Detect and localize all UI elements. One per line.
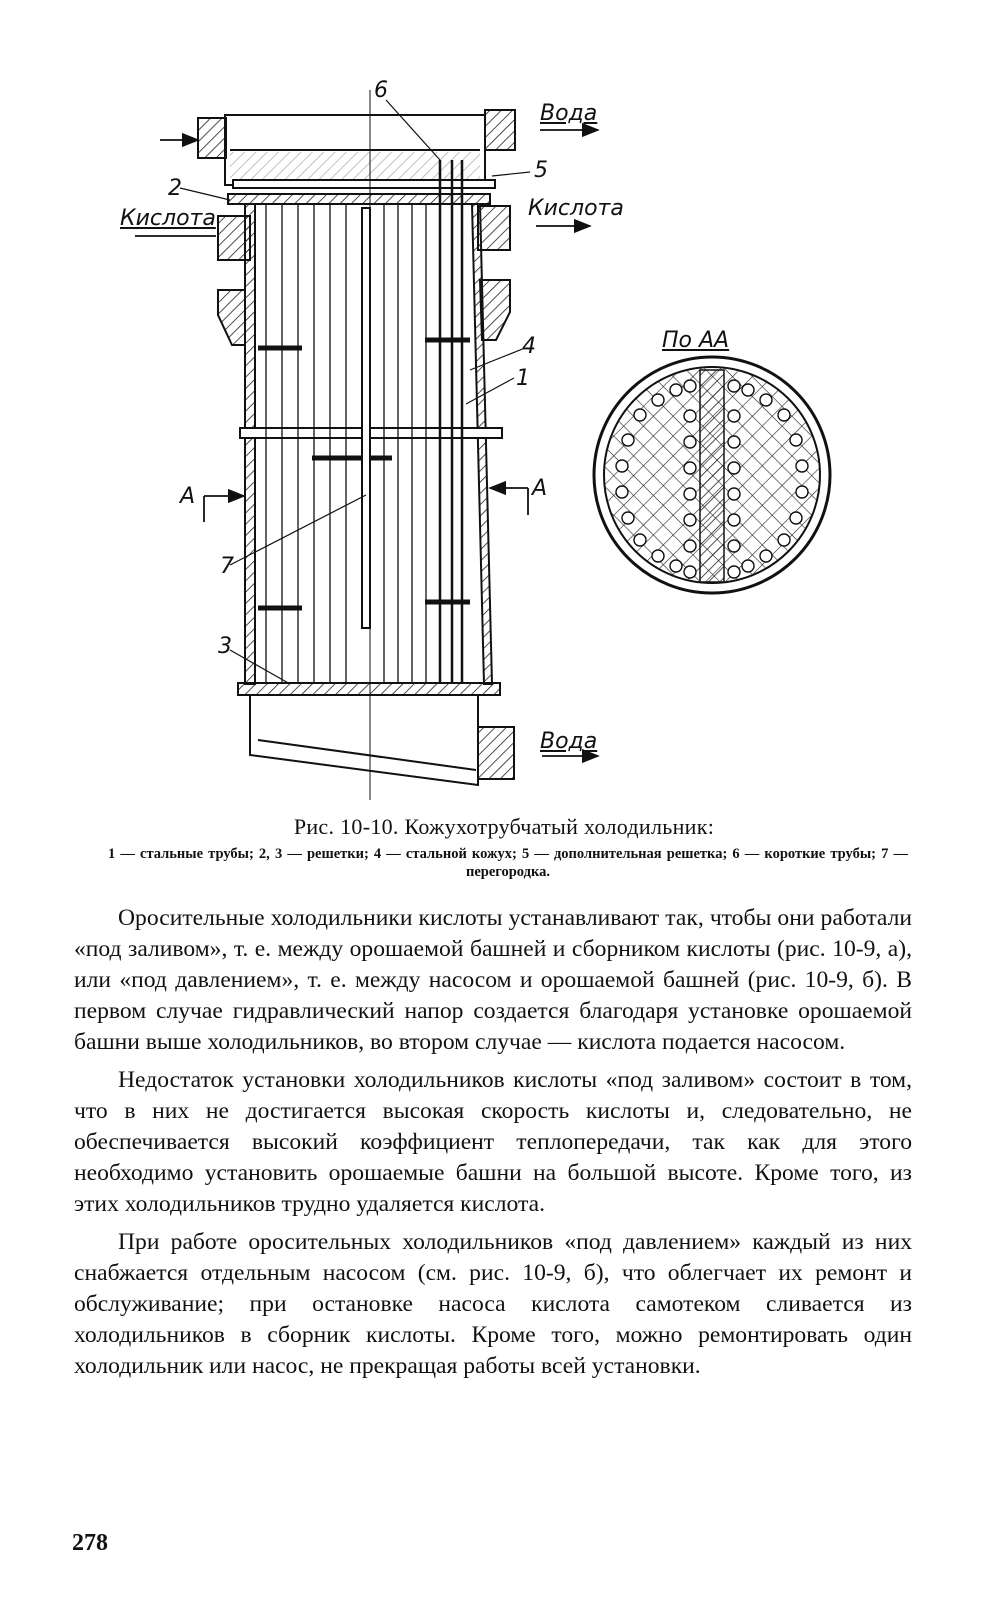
paragraph: Оросительные холодильники кислоты устанавливают так, чтобы они работали «под заливом», т. е. между орошаемой башней и сборником кислоты (рис. 10-9, а), или «под давлением», т. е. между насосом и орошаемой башней (рис. 10-9, б). В первом случае гидравлический напор создается благодаря установке орошаемой башни выше холодильников, во втором случае — кислота подается насосом. — [74, 905, 912, 1055]
label-section-right: А — [532, 476, 548, 501]
label-water-in: Вода — [540, 101, 598, 126]
label-water-out: Вода — [540, 729, 598, 754]
paragraph: Недостаток установки холодильников кислоты «под заливом» состоит в том, что в них не достигается высокая скорость кислоты и, следовательно, не обеспечивается высокий коэффициент теплопередачи, так как для этого необходимо установить орошаемые башни на большой высоте. Кроме того, из этих холодильников трудно удаляется кислота. — [74, 1067, 912, 1217]
exchanger-body — [198, 90, 515, 800]
paragraph: При работе оросительных холодильников «под давлением» каждый из них снабжается отдельным насосом (см. рис. 10-9, б), что облегчает их ремонт и обслуживание; при остановке насоса кислота самотеком сливается из холодильников в сборник кислоты. Кроме того, можно ремонтировать один холодильник или насос, не прекращая работы всей установки. — [74, 1229, 912, 1379]
label-part-2: 2 — [168, 176, 182, 201]
body-text — [74, 903, 912, 1389]
page-number: 278 — [72, 1530, 108, 1556]
label-part-6: 6 — [374, 78, 388, 103]
figure-caption-legend: 1 — стальные трубы; 2, 3 — решетки; 4 — стальной кожух; 5 — дополнительная решетка; 6 — короткие трубы; 7 — перегородка. — [108, 846, 908, 880]
label-section: По АА — [662, 328, 730, 353]
label-acid-out: Кислота — [528, 196, 624, 221]
label-acid-in: Кислота — [120, 206, 216, 231]
label-part-3: 3 — [218, 634, 232, 659]
label-part-4: 4 — [522, 334, 536, 359]
label-part-1: 1 — [516, 366, 530, 391]
cross-section-aa — [594, 357, 830, 593]
label-part-7: 7 — [220, 554, 234, 579]
figure-caption-title: Рис. 10-10. Кожухотрубчатый холодильник: — [293, 814, 715, 839]
label-section-left: А — [180, 484, 196, 509]
label-part-5: 5 — [534, 158, 548, 183]
